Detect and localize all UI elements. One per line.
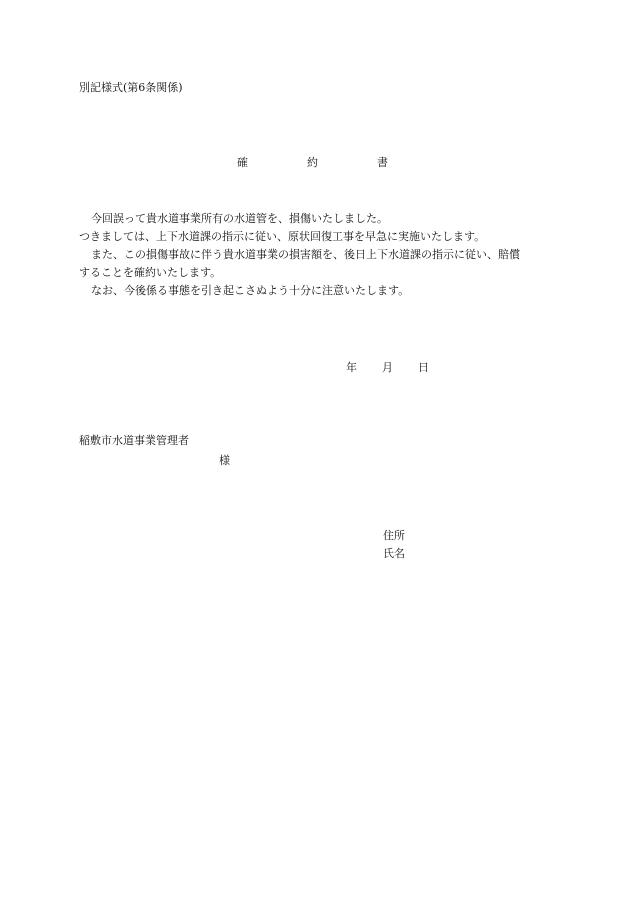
form-label: 別記様式(第6条関係) [79, 81, 183, 94]
body-line: つきましては、上下水道課の指示に従い、原状回復工事を早急に実施いたします。 [79, 230, 486, 243]
date-month-label: 月 [382, 361, 393, 374]
date-day-label: 日 [418, 361, 429, 374]
title-char-2: 約 [307, 156, 318, 169]
body-line: なお、今後係る事態を引き起こさぬよう十分に注意いたします。 [91, 284, 410, 297]
body-text [79, 210, 549, 300]
body-line: 今回誤って貴水道事業所有の水道管を、損傷いたしました。 [91, 212, 388, 225]
body-line: することを確約いたします。 [79, 266, 222, 279]
date-line [0, 362, 630, 376]
body-line: また、この損傷事故に伴う貴水道事業の損害額を、後日上下水道課の指示に従い、賠償 [91, 248, 520, 261]
document-title [0, 157, 630, 171]
address-label: 住所 [383, 529, 405, 542]
addressee: 稲敷市水道事業管理者 [79, 434, 189, 447]
date-year-label: 年 [346, 361, 357, 374]
name-label: 氏名 [383, 547, 405, 560]
title-char-1: 確 [237, 156, 248, 169]
title-char-3: 書 [377, 156, 388, 169]
addressee-honorific: 様 [219, 454, 230, 467]
